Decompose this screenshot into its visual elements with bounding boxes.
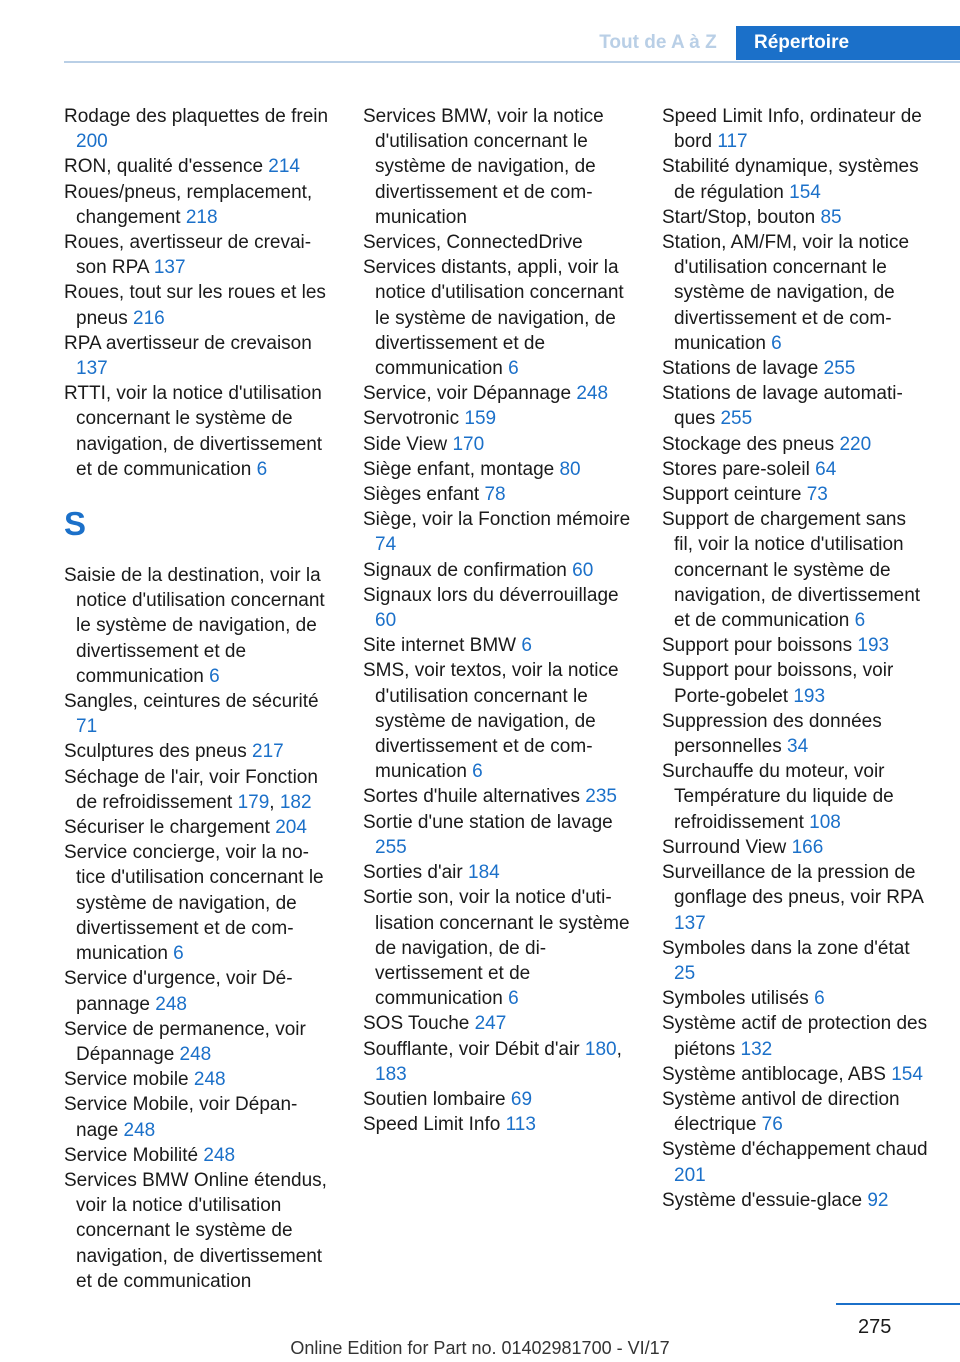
page-reference-link[interactable]: 71 [76, 716, 98, 738]
page-reference-link[interactable]: 76 [761, 1114, 783, 1136]
index-entry [363, 860, 631, 885]
index-entry-term: Surveillance de la pression de gonflage des pneus, voir RPA [662, 862, 923, 909]
index-entry [363, 658, 631, 784]
page-reference-link[interactable]: 74 [375, 534, 397, 556]
page-reference-link[interactable]: 214 [268, 156, 300, 178]
index-entry [662, 835, 930, 860]
page-reference-link[interactable]: 6 [256, 458, 268, 480]
page-reference-link[interactable]: 180 [584, 1038, 617, 1060]
index-entry [662, 482, 930, 507]
index-entry-term: Services distants, appli, voir la notice d'utilisation concernant le système de navigation, de divertissement et de communication [363, 257, 624, 380]
page-reference-link[interactable]: 220 [839, 433, 872, 455]
index-entry-term: Service concierge, voir la notice d'utilisation concernant le système de navigation, de divertissement et de communication [64, 842, 324, 965]
index-entry-term: Stockage des pneus [662, 433, 840, 455]
index-entry [64, 1168, 332, 1294]
page-reference-link[interactable]: 132 [740, 1038, 773, 1060]
index-entry-term: Speed Limit Info [363, 1114, 506, 1136]
index-entry-term: Surround View [662, 836, 792, 858]
page-reference-link[interactable]: 78 [484, 484, 506, 506]
index-entry [363, 104, 631, 230]
index-entry [662, 633, 930, 658]
index-entry-term: RTTI, voir la notice d'utilisation concernant le système de navigation, de divertissement et de communication [64, 383, 323, 480]
page-reference-link[interactable]: 235 [585, 786, 617, 808]
index-entry-term: Saisie de la destination, voir la notice d'utilisation concernant le système de navigation, de divertissement et de communication [64, 565, 325, 687]
index-entry-term: SOS Touche [363, 1013, 475, 1035]
index-entry [363, 633, 631, 658]
index-entry-term: Soufflante, voir Débit d'air [363, 1038, 585, 1060]
index-entry-term: Sortie son, voir la notice d'utilisation concernant le système de navigation, de divertissement et de communication [363, 887, 630, 1010]
index-entry-term: Station, AM/FM, voir la notice d'utilisation concernant le système de navigation, de divertissement et de communication [662, 232, 910, 354]
page-reference-link[interactable]: 166 [791, 836, 824, 858]
page-reference-link[interactable]: 248 [576, 383, 609, 405]
tab-all-a-z[interactable]: Tout de A à Z [599, 32, 717, 53]
index-entry-term: RPA avertisseur de crevaison [64, 332, 312, 354]
index-column-3 [662, 104, 930, 1213]
index-entry [662, 1137, 930, 1187]
index-entry [64, 230, 332, 280]
index-entry-term: Roues, avertisseur de crevaison RPA [64, 232, 312, 279]
index-entry [64, 1017, 332, 1067]
page-reference-link[interactable]: 6 [508, 988, 519, 1010]
header-bar [0, 0, 960, 62]
index-entry [662, 759, 930, 835]
index-entry-term: Stores pare-soleil [662, 458, 816, 480]
index-entry [662, 860, 930, 936]
page-reference-link[interactable]: 193 [857, 635, 890, 657]
page-reference-link[interactable]: 248 [203, 1144, 236, 1166]
index-entry [64, 104, 332, 154]
index-entry-term: Service d'urgence, voir Dépannage [64, 968, 293, 1015]
page-reference-link[interactable]: 159 [464, 408, 497, 430]
page-reference-link[interactable]: 216 [133, 307, 165, 329]
page-reference-link[interactable]: 255 [823, 358, 856, 380]
index-entry [363, 457, 631, 482]
index-entry [662, 381, 930, 431]
index-entry-term: Site internet BMW [363, 635, 522, 657]
index-entry-term: Services BMW, voir la notice d'utilisation concernant le système de navigation, de divertissement et de communication [363, 106, 604, 228]
index-entry [662, 507, 930, 633]
index-entry [363, 381, 631, 406]
page-reference-link[interactable]: 247 [474, 1013, 507, 1035]
index-entry [662, 1087, 930, 1137]
page-reference-link[interactable]: 137 [674, 912, 706, 934]
index-entry-term: Stabilité dynamique, systèmes de régulation [662, 156, 919, 203]
page-reference-link[interactable]: 182 [279, 791, 312, 813]
index-entry [662, 457, 930, 482]
index-entry-term: Sorties d'air [363, 862, 469, 884]
index-entry [64, 1092, 332, 1142]
page-reference-link[interactable]: 60 [375, 610, 397, 632]
index-entry [363, 583, 631, 633]
index-entry-term: Services BMW Online étendus, voir la notice d'utilisation concernant le système de navigation, de divertissement et de communication [64, 1169, 327, 1292]
page-reference-link[interactable]: 184 [468, 862, 500, 884]
page-reference-link[interactable]: 137 [153, 257, 186, 279]
page-reference-link[interactable]: 34 [787, 736, 809, 758]
index-entry [662, 986, 930, 1011]
index-entry [64, 154, 332, 179]
index-entry [64, 180, 332, 230]
index-entry [662, 356, 930, 381]
page-reference-link[interactable]: 217 [252, 741, 284, 763]
footer-edition: Online Edition for Part no. 01402981700 - VI/17 [290, 1338, 670, 1358]
index-entry [64, 331, 332, 381]
index-entry [64, 689, 332, 739]
index-entry [363, 255, 631, 381]
tab-index[interactable]: Répertoire [736, 26, 960, 60]
index-entry [363, 558, 631, 583]
page-reference-link[interactable]: 6 [854, 610, 866, 632]
page-number-rule [836, 1303, 960, 1305]
index-entry-term: Servotronic [363, 408, 465, 430]
page-reference-link[interactable]: 255 [720, 408, 753, 430]
index-entry-term: Séchage de l'air, voir Fonction de refroidissement [64, 766, 318, 813]
section-letter: S [64, 505, 87, 543]
index-entry-term: Soutien lombaire [363, 1088, 511, 1110]
page-reference-link[interactable]: 248 [179, 1043, 212, 1065]
page-reference-link[interactable]: 73 [806, 484, 828, 506]
index-entry-term: Suppression des données personnelles [662, 710, 882, 758]
index-entry-term: Signaux de confirmation [363, 559, 573, 581]
index-entry [662, 709, 930, 759]
page-reference-link[interactable]: 6 [521, 635, 532, 657]
index-entry [363, 432, 631, 457]
index-entry [662, 205, 930, 230]
page-reference-link[interactable]: 201 [674, 1164, 706, 1186]
page-reference-link[interactable]: 80 [559, 458, 581, 480]
page-reference-link[interactable]: 137 [76, 358, 108, 380]
page-reference-link[interactable]: 183 [375, 1063, 407, 1085]
page-reference-link[interactable]: 6 [173, 943, 184, 965]
index-entry [64, 739, 332, 764]
index-entry [662, 658, 930, 708]
page-reference-link[interactable]: 255 [375, 836, 407, 858]
index-entry-term: Système actif de protection des piétons [662, 1013, 928, 1060]
index-entry [64, 1067, 332, 1092]
page-reference-link[interactable]: 113 [505, 1114, 536, 1136]
page-reference-link[interactable]: 85 [820, 206, 842, 228]
index-entry-term: Sortes d'huile alternatives [363, 786, 586, 808]
index-entry-term: Système antivol de direction électrique [662, 1088, 900, 1136]
index-entry-term: Speed Limit Info, ordinateur de bord [662, 106, 922, 153]
page-reference-link[interactable]: 154 [891, 1063, 923, 1085]
index-entry [363, 507, 631, 557]
index-column-1 [64, 104, 332, 1294]
index-entry [363, 784, 631, 809]
page-reference-link[interactable]: 154 [789, 181, 821, 203]
page-number: 275 [858, 1316, 892, 1338]
page-reference-link[interactable]: 179 [237, 791, 270, 813]
page-reference-link[interactable]: 193 [793, 685, 826, 707]
index-entry-term: Sièges enfant [363, 484, 485, 506]
page-reference-link[interactable]: 170 [452, 433, 485, 455]
index-entry [64, 563, 332, 689]
index-entry-term: Service, voir Dépannage [363, 383, 577, 405]
index-entry [662, 1062, 930, 1087]
index-entry [662, 154, 930, 204]
page-reference-link[interactable]: 204 [275, 817, 307, 839]
index-entry-term: SMS, voir textos, voir la notice d'utilisation concernant le système de navigation, de divertissement et de communication [363, 660, 619, 783]
index-entry-term: RON, qualité d'essence [64, 156, 269, 178]
index-entry-term: Support pour boissons, voir Porte-gobelet [662, 660, 894, 707]
index-entry-term: Stations de lavage [662, 358, 824, 380]
index-entry [363, 482, 631, 507]
index-entry [363, 1011, 631, 1036]
page-reference-link[interactable]: 248 [123, 1119, 156, 1141]
index-entry-term: Système d'essuie-glace [662, 1189, 868, 1211]
index-entry [363, 1112, 631, 1137]
index-entry [363, 885, 631, 1011]
index-entry-term: Support ceinture [662, 484, 807, 506]
index-entry [64, 381, 332, 482]
index-entry-term: Services, ConnectedDrive [363, 232, 583, 254]
index-entry-term: Stations de lavage automatiques [662, 383, 903, 430]
index-entry-term: Sangles, ceintures de sécurité [64, 691, 319, 713]
index-entry-term: Signaux lors du déverrouillage [363, 584, 619, 606]
page-reference-link[interactable]: 117 [717, 131, 748, 153]
index-entry-term: Roues, tout sur les roues et les pneus [64, 282, 326, 329]
index-entry [64, 280, 332, 330]
index-entry [662, 432, 930, 457]
index-entry-term: Système d'échappement chaud [662, 1139, 928, 1161]
page-reference-link[interactable]: 69 [510, 1088, 533, 1110]
index-entry-term: Rodage des plaquettes de frein [64, 106, 329, 127]
index-entry: Soufflante, voir Débit d'air 180, 183 [363, 1038, 622, 1085]
page-reference-link[interactable]: 92 [867, 1189, 889, 1211]
index-entry-term: Symboles dans la zone d'état [662, 937, 910, 959]
index-entry-term: Service de permanence, voir Dépannage [64, 1018, 306, 1065]
page-reference-link[interactable]: 248 [193, 1069, 226, 1091]
header-divider [64, 61, 960, 63]
index-column-2 [363, 104, 631, 1137]
index-entry-term: Symboles utilisés [662, 988, 815, 1010]
index-entry [64, 840, 332, 966]
index-entry [64, 815, 332, 840]
index-entry [363, 1087, 631, 1112]
index-entry-term: Sortie d'une station de lavage [363, 811, 613, 833]
index-entry-term: Sculptures des pneus [64, 741, 253, 763]
index-entry-term: Roues/pneus, remplacement, changement [64, 181, 313, 228]
index-entry [64, 966, 332, 1016]
page-reference-link[interactable]: 200 [76, 131, 108, 153]
page-reference-link[interactable]: 25 [674, 962, 696, 984]
index-entry [64, 1143, 332, 1168]
index-entry-term: Support de chargement sans fil, voir la notice d'utilisation concernant le système de navigation, de divertissement et de communication [662, 509, 921, 632]
index-entry: Séchage de l'air, voir Fonction de refroidissement 179, 182 [64, 766, 318, 813]
index-entry-term: Start/Stop, bouton [662, 206, 821, 228]
page-reference-link[interactable]: 6 [209, 665, 220, 687]
index-entry [662, 1188, 930, 1213]
page-reference-link[interactable]: 6 [508, 358, 519, 380]
index-entry-term: Side View [363, 433, 453, 455]
index-entry-term: Service Mobilité [64, 1144, 204, 1166]
page-reference-link[interactable]: 108 [809, 811, 841, 833]
page-reference-link[interactable]: 6 [472, 761, 483, 783]
page-reference-link[interactable]: 6 [771, 332, 782, 354]
index-entry-term: Siège enfant, montage [363, 458, 560, 480]
index-entry-term: Support pour boissons [662, 635, 858, 657]
index-entry-term: Sécuriser le chargement [64, 817, 276, 839]
index-entry-term: Surchauffe du moteur, voir Température du liquide de refroidissement [662, 761, 894, 833]
index-entry [363, 230, 631, 255]
index-entry [662, 1011, 930, 1061]
page-reference-link[interactable]: 6 [814, 988, 825, 1010]
index-entry [662, 936, 930, 986]
index-entry-term: Siège, voir la Fonction mémoire [363, 509, 631, 531]
page-reference-link[interactable]: 248 [155, 993, 187, 1015]
page-reference-link[interactable]: 218 [185, 206, 218, 228]
page-reference-link[interactable]: 60 [572, 559, 594, 581]
page-reference-link[interactable]: 64 [815, 458, 837, 480]
index-entry [662, 104, 930, 154]
index-entry [363, 810, 631, 860]
index-entry-term: Service mobile [64, 1069, 194, 1091]
index-entry-term: Service Mobile, voir Dépannage [64, 1094, 298, 1141]
index-entry [662, 230, 930, 356]
index-entry-term: Système antiblocage, ABS [662, 1063, 892, 1085]
index-entry [363, 406, 631, 431]
